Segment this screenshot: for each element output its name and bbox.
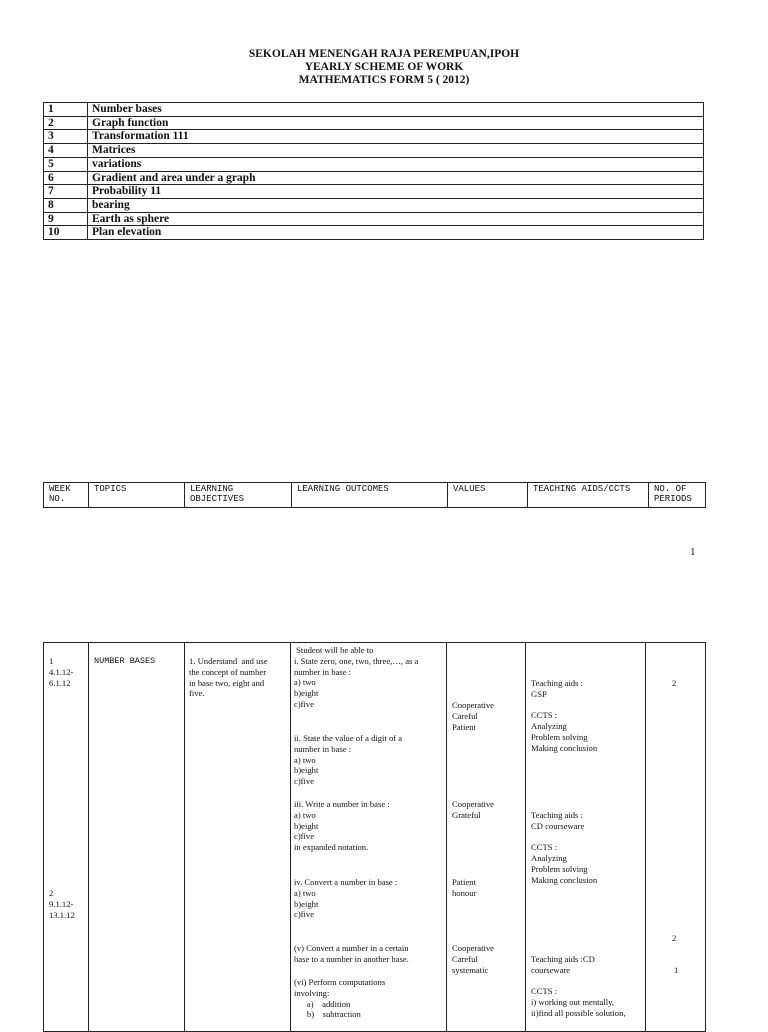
- topic-list-table: [43, 102, 704, 240]
- col-objectives: LEARNING OBJECTIVES: [185, 483, 292, 508]
- topic-row: [44, 171, 704, 185]
- values-1-text: Cooperative Careful Patient: [452, 700, 494, 732]
- topic-name: Graph function: [88, 116, 704, 130]
- topic-text: NUMBER BASES: [94, 656, 156, 666]
- topic-number: 8: [44, 198, 88, 212]
- values-cell: [447, 643, 526, 1032]
- topic-number: 9: [44, 212, 88, 226]
- topic-name: variations: [88, 157, 704, 171]
- outcome-6-text: (vi) Perform computations involving: a) addition b) subtraction: [294, 977, 386, 1020]
- outcomes-cell: [291, 643, 447, 1032]
- topic-name: Gradient and area under a graph: [88, 171, 704, 185]
- document-title: YEARLY SCHEME OF WORK: [304, 61, 464, 73]
- objective-cell: [185, 643, 291, 1032]
- topic-row: [44, 157, 704, 171]
- topic-name: Earth as sphere: [88, 212, 704, 226]
- values-3-text: Patient honour: [452, 877, 477, 898]
- aids-2-text: Teaching aids : CD courseware CCTS : Analyzing Problem solving Making conclusion: [531, 810, 598, 885]
- col-week: WEEK NO.: [44, 483, 89, 508]
- col-topics: TOPICS: [89, 483, 185, 508]
- topic-row: [44, 116, 704, 130]
- topic-row: [44, 212, 704, 226]
- aids-3-text: Teaching aids :CD courseware CCTS : i) working out mentally, ii)find all possible solution,: [531, 954, 626, 1018]
- week-cell: [44, 643, 89, 1032]
- col-outcomes: LEARNING OUTCOMES: [292, 483, 448, 508]
- subject-title: MATHEMATICS FORM 5 ( 2012): [298, 74, 470, 86]
- header-row: [44, 483, 706, 508]
- outcome-1-text: Student will be able to i. State zero, one, two, three,…, as a number in base : a) two b)eight c)five: [294, 645, 419, 709]
- topic-number: 10: [44, 226, 88, 240]
- topic-number: 5: [44, 157, 88, 171]
- week-2-text: 2 9.1.12- 13.1.12: [49, 888, 75, 920]
- topic-name: bearing: [88, 198, 704, 212]
- periods-3-text: 1: [674, 965, 679, 975]
- col-values: VALUES: [448, 483, 528, 508]
- periods-cell: [646, 643, 706, 1032]
- periods-2-text: 2: [672, 933, 677, 943]
- aids-cell: [526, 643, 646, 1032]
- topic-row: [44, 144, 704, 158]
- scheme-content-table: [43, 642, 706, 1032]
- topic-name: Number bases: [88, 103, 704, 117]
- aids-1-text: Teaching aids : GSP CCTS : Analyzing Problem solving Making conclusion: [531, 678, 598, 753]
- outcome-2-text: ii. State the value of a digit of a number in base : a) two b)eight c)five: [294, 733, 403, 787]
- col-aids: TEACHING AIDS/CCTS: [528, 483, 649, 508]
- topic-row: [44, 185, 704, 199]
- periods-1-text: 2: [672, 678, 677, 688]
- week-1-text: 1 4.1.12- 6.1.12: [49, 656, 74, 688]
- topic-name: Plan elevation: [88, 226, 704, 240]
- topic-name: Probability 11: [88, 185, 704, 199]
- topic-row: [44, 226, 704, 240]
- topic-row: [44, 130, 704, 144]
- topic-name: Transformation 111: [88, 130, 704, 144]
- topic-number: 4: [44, 144, 88, 158]
- outcome-5-text: (v) Convert a number in a certain base to a number in another base.: [294, 943, 409, 964]
- topic-name: Matrices: [88, 144, 704, 158]
- topic-number: 7: [44, 185, 88, 199]
- topic-number: 3: [44, 130, 88, 144]
- values-2-text: Cooperative Grateful: [452, 799, 494, 820]
- outcome-3-text: iii. Write a number in base : a) two b)eight c)five in expanded notation.: [294, 799, 390, 853]
- scheme-header-table: [43, 482, 706, 508]
- topic-row: [44, 103, 704, 117]
- topic-cell: [89, 643, 185, 1032]
- topic-number: 2: [44, 116, 88, 130]
- topic-number: 6: [44, 171, 88, 185]
- objective-text: 1. Understand and use the concept of number in base two, eight and five.: [189, 656, 268, 699]
- content-row: [44, 643, 706, 1032]
- outcome-4-text: iv. Convert a number in base : a) two b)eight c)five: [294, 877, 398, 920]
- topic-row: [44, 198, 704, 212]
- col-periods: NO. OF PERIODS: [649, 483, 706, 508]
- topic-number: 1: [44, 103, 88, 117]
- values-4-text: Cooperative Careful systematic: [452, 943, 494, 975]
- school-name: SEKOLAH MENENGAH RAJA PEREMPUAN,IPOH: [248, 48, 520, 60]
- page-number: 1: [690, 546, 696, 558]
